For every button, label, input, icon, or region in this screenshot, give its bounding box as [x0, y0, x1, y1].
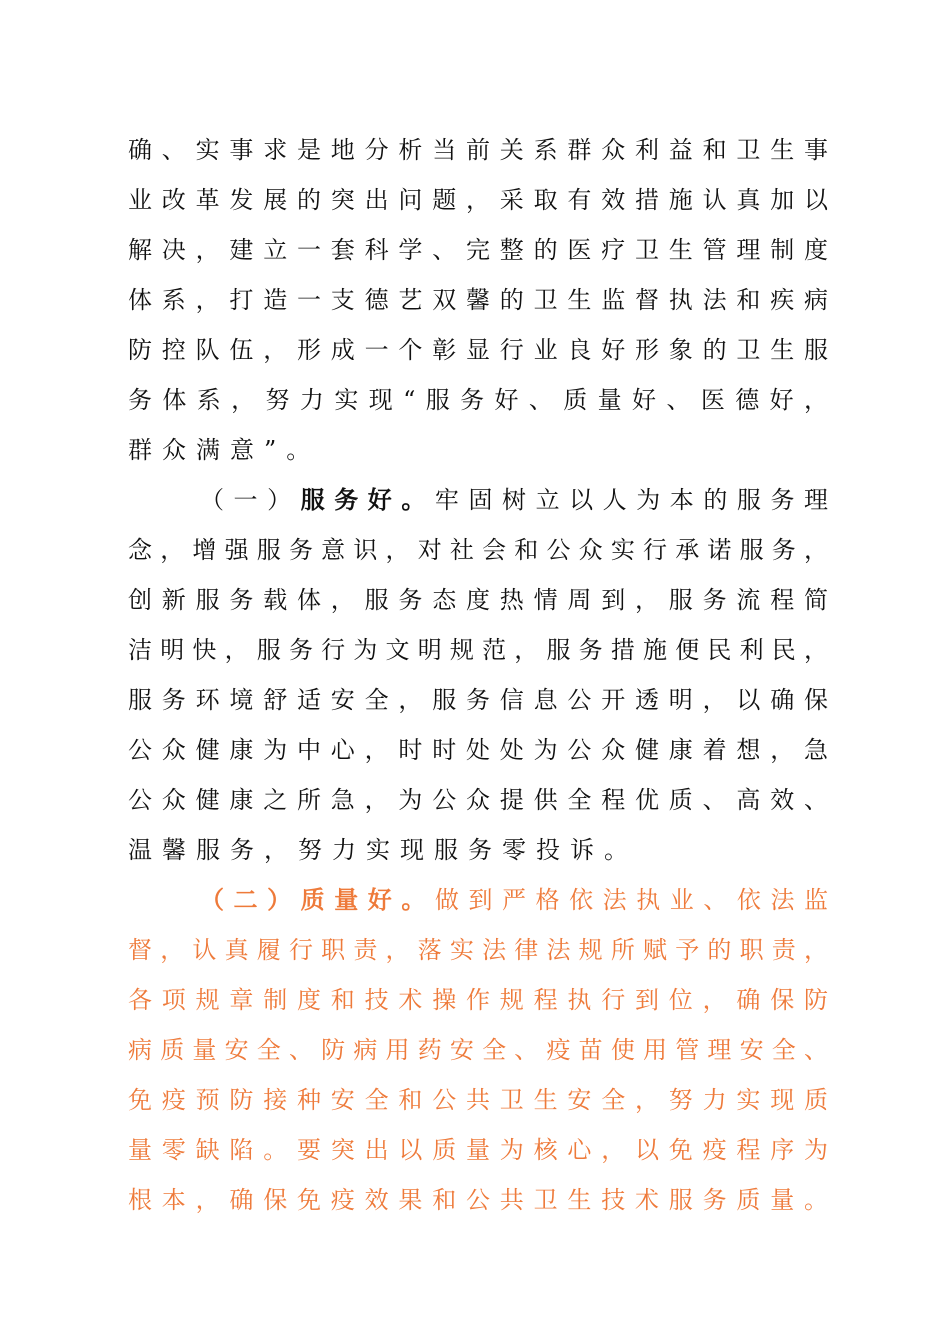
section2-heading: （二）质量好。	[200, 885, 435, 914]
section2-line-6: 量零缺陷。要突出以质量为核心，以免疫程序为	[128, 1136, 828, 1164]
section1-line-5: 服务环境舒适安全，服务信息公开透明，以确保	[128, 686, 828, 714]
section1-line-8: 温馨服务，努力实现服务零投诉。	[128, 836, 638, 864]
section1-line-2: 念，增强服务意识，对社会和公众实行承诺服务，	[128, 536, 828, 564]
section2-line-3: 各项规章制度和技术操作规程执行到位，确保防	[128, 986, 828, 1014]
section1-line-3: 创新服务载体，服务态度热情周到，服务流程简	[128, 586, 828, 614]
section1-line-4: 洁明快，服务行为文明规范，服务措施便民利民，	[128, 636, 828, 664]
section1-line-7: 公众健康之所急，为公众提供全程优质、高效、	[128, 786, 828, 814]
section1-first-line	[200, 480, 828, 520]
section1-heading: （一）	[200, 486, 301, 514]
intro-line-4: 体系，打造一支德艺双馨的卫生监督执法和疾病	[128, 286, 828, 314]
section2-line-5: 免疫预防接种安全和公共卫生安全，努力实现质	[128, 1086, 828, 1114]
intro-line-1: 确、实事求是地分析当前关系群众利益和卫生事	[128, 136, 828, 164]
section2-first-line	[200, 880, 828, 920]
section1-first-line-text: 牢固树立以人为本的服务理	[434, 486, 829, 514]
intro-line-2: 业改革发展的突出问题，采取有效措施认真加以	[128, 186, 828, 214]
section1-line-6: 公众健康为中心，时时处处为公众健康着想，急	[128, 736, 828, 764]
section2-line-7: 根本，确保免疫效果和公共卫生技术服务质量。	[128, 1186, 828, 1214]
intro-line-5: 防控队伍，形成一个彰显行业良好形象的卫生服	[128, 336, 828, 364]
section2-first-line-text: 做到严格依法执业、依法监	[434, 886, 829, 914]
intro-line-6: 务体系，努力实现“服务好、质量好、医德好，	[128, 386, 828, 414]
section2-line-2: 督，认真履行职责，落实法律法规所赋予的职责，	[128, 936, 828, 964]
intro-line-7: 群众满意”。	[128, 436, 321, 464]
intro-line-3: 解决，建立一套科学、完整的医疗卫生管理制度	[128, 236, 828, 264]
section2-line-4: 病质量安全、防病用药安全、疫苗使用管理安全、	[128, 1036, 828, 1064]
section1-title: 服务好。	[300, 485, 435, 514]
